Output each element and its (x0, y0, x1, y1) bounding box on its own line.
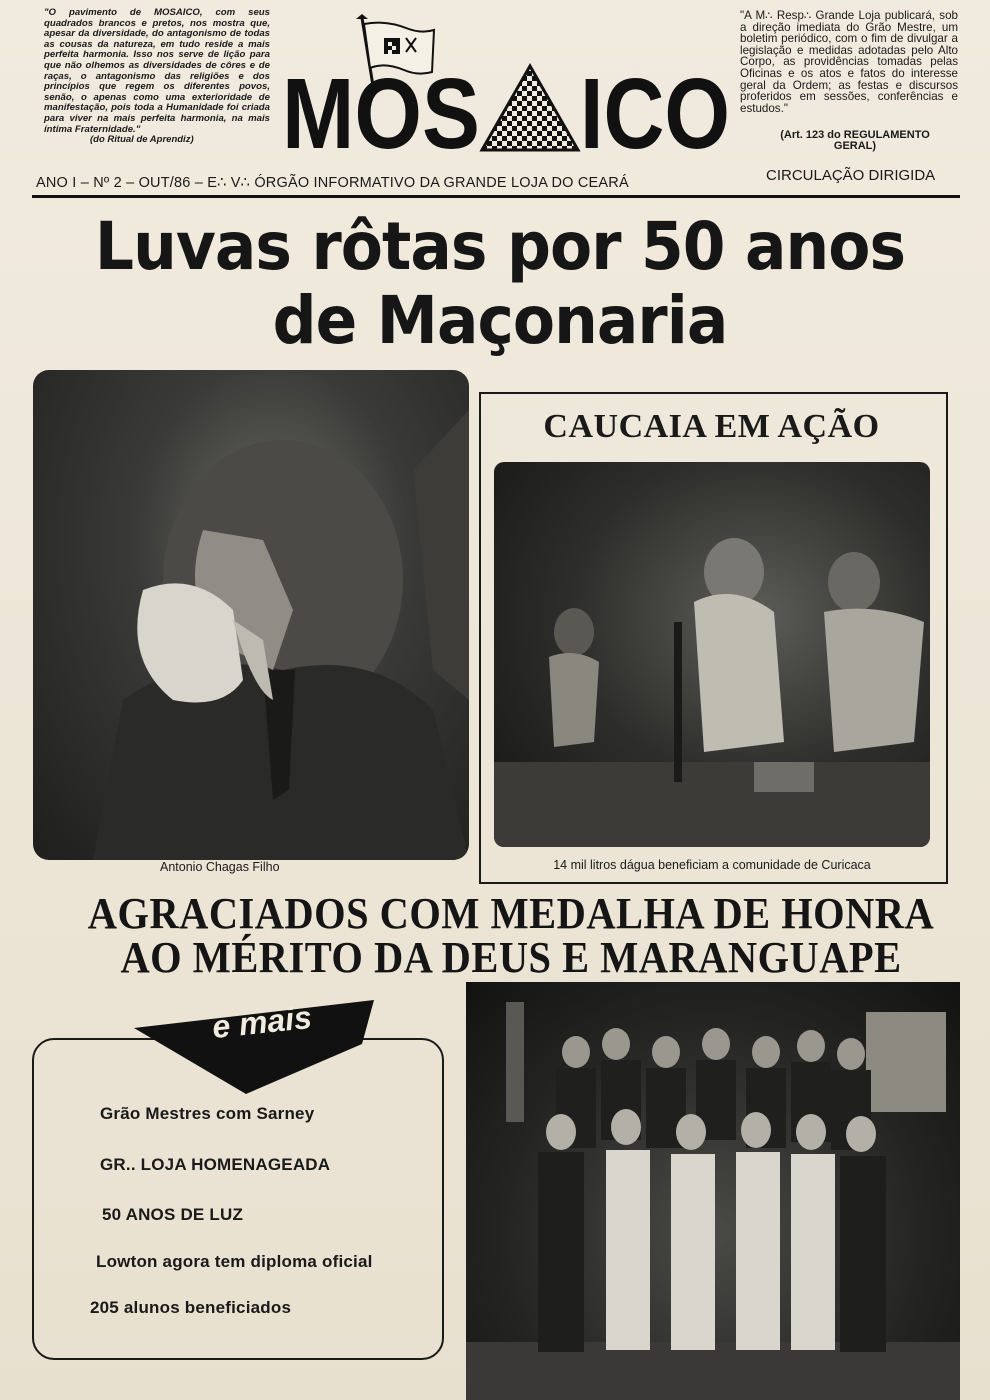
caucaia-title: CAUCAIA EM AÇÃO (543, 408, 880, 445)
header-divider (32, 195, 960, 198)
svg-text:MOS: MOS (282, 58, 480, 168)
quote-left: "O pavimento de MOSAICO, com seus quadrados brancos e pretos, nos mostra que, apesar da diversidade, do antagonismo de todas as cousas da natureza, em tudo reside a mais perfeita harmonia. Isso nos serve de lição para que não olhemos as diversidades de côres e de raças, o antagonismo das religiões e dos princípios que regem os diferentes povos, senão, o apenas como uma exterioridade de manifestação, pois toda a Humanidade foi criada para viver na mais perfeita harmonia, na mais íntima Fraternidade." (44, 7, 270, 135)
photo-caucaia-illustration (494, 462, 930, 847)
photo-man-illustration (33, 370, 469, 860)
photo-man-with-gloves (33, 370, 469, 860)
circulation-label: CIRCULAÇÃO DIRIGIDA (766, 167, 936, 184)
agraciados-line-2: AO MÉRITO DA DEUS E MARANGUAPE (120, 933, 902, 982)
photo-group-illustration (466, 982, 960, 1400)
photo2-caption: 14 mil litros dágua beneficiam a comunidade de Curicaca (553, 858, 871, 872)
agraciados-line-1: AGRACIADOS COM MEDALHA DE HONRA (87, 889, 935, 938)
quote-right-source: (Art. 123 do REGULAMENTO GERAL) (780, 129, 930, 152)
quote-left-source: (do Ritual de Aprendiz) (90, 134, 194, 145)
masthead (282, 56, 732, 168)
masthead-logo (282, 56, 732, 168)
headline-line-1: Luvas rôtas por 50 anos (94, 208, 906, 285)
list-item: 205 alunos beneficiados (90, 1298, 292, 1317)
more-badge-label: e mais (210, 998, 314, 1046)
agraciados-headline (83, 889, 939, 982)
list-item: GR.. LOJA HOMENAGEADA (100, 1155, 331, 1174)
photo1-caption: Antonio Chagas Filho (160, 860, 280, 874)
svg-text:ICO: ICO (580, 58, 730, 168)
list-item: Lowton agora tem diploma oficial (96, 1252, 373, 1271)
list-item: 50 ANOS DE LUZ (102, 1205, 244, 1224)
photo-caucaia (494, 462, 930, 847)
headline-line-2: de Maçonaria (272, 282, 728, 359)
issue-info-line: ANO I – Nº 2 – OUT/86 – E∴ V∴ ÓRGÃO INFORMATIVO DA GRANDE LOJA DO CEARÁ (36, 175, 629, 191)
list-item: Grão Mestres com Sarney (100, 1104, 315, 1123)
quote-right: "A M∴ Resp∴ Grande Loja publicará, sob a direção imediata do Grão Mestre, um boletim periódico, com o fim de divulgar a legislação e medidas adotadas pelo Alto Corpo, as providências tomadas pelas Oficinas e os atos e fatos do interesse geral da Ordem; as festas e discursos proferidos em sessões, conferências e estudos." (740, 9, 958, 115)
photo-group-honorees (466, 982, 960, 1400)
main-headline (63, 210, 937, 358)
